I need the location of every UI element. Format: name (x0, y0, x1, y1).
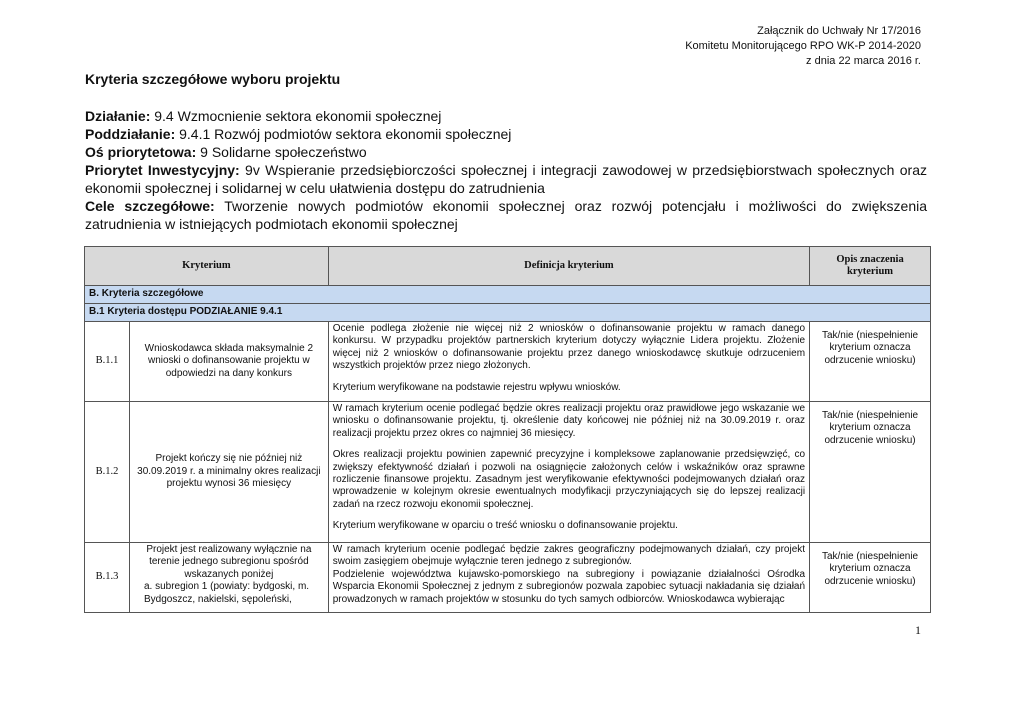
meta-os-label: Oś priorytetowa: (85, 144, 197, 160)
meta-os-value: 9 Solidarne społeczeństwo (200, 144, 367, 160)
project-meta (85, 107, 927, 233)
table-row (85, 402, 931, 543)
criteria-table (84, 246, 931, 613)
col-header-kryterium: Kryterium (85, 247, 329, 286)
subsection-row (85, 304, 931, 322)
meta-dzialanie-label: Działanie: (85, 108, 151, 124)
definition-paragraph: Ocenie podlega złożenie nie więcej niż 2 wniosków o dofinansowanie projektu w ramach danego konkursu. W przypadku projektów partnerskich kryterium dotyczy wyłącznie Lidera projektu. Złożenie więcej niż 2 wniosków o dofinansowanie projektu przez danego wnioskodawcę skutkuje odrzuceniem wszystkich projektów przez niego złożonych. (332, 323, 806, 372)
criterion-name (129, 543, 328, 613)
subsection-title: B.1 Kryteria dostępu PODZIAŁANIE 9.4.1 (85, 304, 931, 322)
meta-priorytet-value: 9v Wspieranie przedsiębiorczości społecznej i integracji zawodowej w przedsiębiorstwach społecznych oraz ekonomii społecznej i solidarnej w celu ułatwienia dostępu do zatrudnienia (85, 162, 928, 196)
attachment-header (685, 24, 921, 69)
section-title: B. Kryteria szczegółowe (85, 286, 931, 304)
definition-paragraph: Kryterium weryfikowane w oparciu o treść wniosku o dofinansowanie projektu. (332, 520, 678, 532)
meta-poddzialanie-label: Poddziałanie: (85, 126, 176, 142)
criterion-name: Projekt kończy się nie później niż 30.09.2019 r. a minimalny okres realizacji projektu wynosi 36 miesięcy (129, 402, 328, 543)
header-line-3: z dnia 22 marca 2016 r. (806, 55, 921, 67)
definition-paragraph: Podzielenie województwa kujawsko-pomorskiego na subregiony i powiązanie działalności Ośrodka Wsparcia Ekonomii Społecznej z jednym z subregionów pozwala zapobiec sytuacji nakładania się działań prowadzonych w ramach projektów w stosunku do tych samych odbiorców. Wnioskodawca wybierając (332, 568, 806, 605)
criterion-name-text: Projekt jest realizowany wyłącznie na terenie jednego subregionu spośród wskazanych poniżej (146, 544, 312, 580)
section-row (85, 286, 931, 304)
meta-dzialanie (85, 107, 927, 125)
criterion-code: B.1.2 (85, 402, 130, 543)
meta-dzialanie-value: 9.4 Wzmocnienie sektora ekonomii społecznej (154, 108, 442, 124)
definition-paragraph: W ramach kryterium ocenie podlegać będzie zakres geograficzny podejmowanych działań, czy projekt swoim zasięgiem obejmuje wyłącznie teren jednego z subregionów. (332, 544, 806, 568)
table-header-row (85, 247, 931, 286)
meta-cele (85, 197, 927, 233)
definition-paragraph: Kryterium weryfikowane na podstawie rejestru wpływu wniosków. (332, 381, 621, 393)
meta-priorytet (85, 161, 927, 197)
table-row (85, 322, 931, 402)
meta-priorytet-label: Priorytet Inwestycyjny: (85, 162, 240, 178)
page-number: 1 (915, 623, 921, 637)
criterion-name: Wnioskodawca składa maksymalnie 2 wnioski o dofinansowanie projektu w odpowiedzi na dany konkurs (129, 322, 328, 402)
criterion-definition (328, 322, 809, 402)
col-header-definicja: Definicja kryterium (328, 247, 809, 286)
col-header-opis: Opis znaczenia kryterium (810, 247, 931, 286)
document-title: Kryteria szczegółowe wyboru projektu (85, 71, 341, 87)
meta-os (85, 143, 927, 161)
criterion-opis: Tak/nie (niespełnienie kryterium oznacza odrzucenie wniosku) (810, 402, 931, 543)
subregion-list-item: a. subregion 1 (powiaty: bydgoski, m. Bydgoszcz, nakielski, sępoleński, (143, 581, 310, 605)
criterion-opis: Tak/nie (niespełnienie kryterium oznacza odrzucenie wniosku) (810, 322, 931, 402)
criterion-definition (328, 543, 809, 613)
criterion-code: B.1.1 (85, 322, 130, 402)
definition-paragraph: Okres realizacji projektu powinien zapewnić precyzyjne i kompleksowe zaplanowanie przedsięwzięć, co zwiększy efektywność działań i pozwoli na osiągnięcie założonych celów i wskaźników oraz sprawne rozliczenie finansowe projektu. Zasadnym jest weryfikowanie efektywności podejmowanych działań oraz wprowadzenie w kolejnym okresie ewentualnych modyfikacji przyczyniających się do lepszej realizacji zadań na rzecz rozwoju ekonomii społecznej. (332, 449, 806, 510)
meta-poddzialanie-value: 9.4.1 Rozwój podmiotów sektora ekonomii społecznej (179, 126, 512, 142)
table-row (85, 543, 931, 613)
header-line-2: Komitetu Monitorującego RPO WK-P 2014-2020 (685, 40, 921, 52)
criterion-definition (328, 402, 809, 543)
meta-cele-value: Tworzenie nowych podmiotów ekonomii społecznej oraz rozwój potencjału i możliwości do zwiększenia zatrudnienia w istniejących podmiotach ekonomii społecznej (85, 198, 928, 232)
meta-cele-label: Cele szczegółowe: (85, 198, 215, 214)
criterion-code: B.1.3 (85, 543, 130, 613)
criterion-opis: Tak/nie (niespełnienie kryterium oznacza odrzucenie wniosku) (810, 543, 931, 613)
header-line-1: Załącznik do Uchwały Nr 17/2016 (757, 25, 921, 37)
meta-poddzialanie (85, 125, 927, 143)
definition-paragraph: W ramach kryterium ocenie podlegać będzie okres realizacji projektu oraz prawidłowe jego wskazanie we wniosku o dofinansowanie projektu, tj. określenie daty końcowej nie później niż na 30.09.2019 r. oraz realizacji projektu przez okres co najmniej 36 miesięcy. (332, 403, 806, 439)
